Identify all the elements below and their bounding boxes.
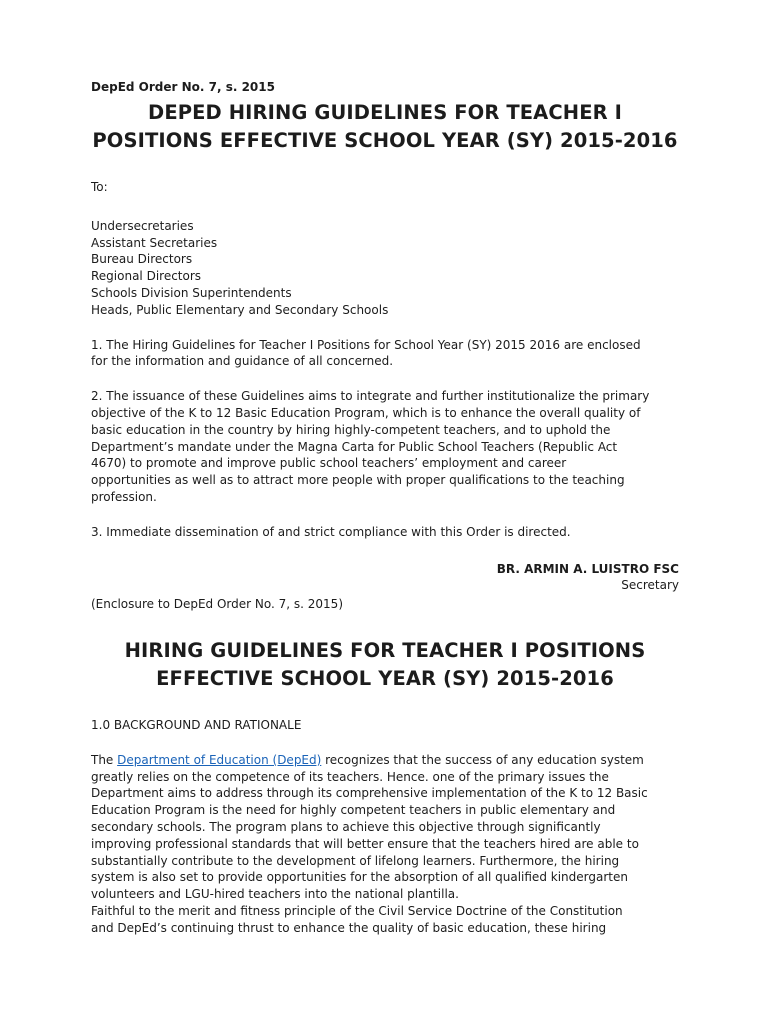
intro-prefix: The (91, 752, 118, 767)
guidelines-title-line: EFFECTIVE SCHOOL YEAR (SY) 2015-2016 (156, 666, 614, 690)
text-line: basic education in the country by hiring highly-competent teachers, and to uphold the (91, 422, 611, 437)
text-line: 3. Immediate dissemination of and strict compliance with this Order is directed. (91, 524, 571, 539)
memo-paragraph-3 (91, 524, 679, 541)
order-title-line: DEPED HIRING GUIDELINES FOR TEACHER I (148, 101, 622, 124)
text-line: opportunities as well as to attract more people with proper qualifications to the teaching (91, 473, 625, 488)
order-number: DepEd Order No. 7, s. 2015 (91, 80, 275, 94)
order-title-line: POSITIONS EFFECTIVE SCHOOL YEAR (SY) 2015-2016 (92, 129, 678, 152)
background-paragraph (91, 752, 679, 937)
text-line: Education Program is the need for highly competent teachers in public elementary and (91, 803, 616, 818)
guidelines-title-line: HIRING GUIDELINES FOR TEACHER I POSITIONS (124, 638, 646, 662)
text-line: substantially contribute to the development of lifelong learners. Furthermore, the hiring (91, 853, 620, 868)
text-line: 2. The issuance of these Guidelines aims to integrate and further institutionalize the primary (91, 389, 650, 404)
guidelines-title (91, 637, 679, 693)
text-line: system is also set to provide opportunities for the absorption of all qualified kindergarten (91, 870, 628, 885)
text-line: volunteers and LGU-hired teachers into the national plantilla. (91, 887, 459, 902)
recipient-item: Undersecretaries (91, 218, 194, 233)
recipient-item: Assistant Secretaries (91, 235, 218, 250)
text-line: secondary schools. The program plans to achieve this objective through significantly (91, 819, 601, 834)
text-line: and DepEd’s continuing thrust to enhance the quality of basic education, these hiring (91, 920, 607, 935)
text-line: Faithful to the merit and fitness principle of the Civil Service Doctrine of the Constitution (91, 903, 623, 918)
recipient-list (91, 218, 679, 319)
text-line (91, 752, 679, 769)
section-heading: 1.0 BACKGROUND AND RATIONALE (91, 717, 302, 732)
signature-block (91, 561, 679, 595)
enclosure-note: (Enclosure to DepEd Order No. 7, s. 2015) (91, 597, 343, 612)
text-line: 1. The Hiring Guidelines for Teacher I Positions for School Year (SY) 2015 2016 are enclosed (91, 337, 641, 352)
text-line: Department aims to address through its comprehensive implementation of the K to 12 Basic (91, 786, 648, 801)
memo-to-label: To: (91, 180, 108, 194)
memo-paragraph-1 (91, 337, 679, 371)
memo-paragraph-2 (91, 388, 679, 506)
signatory-title: Secretary (621, 578, 679, 593)
signatory-name: BR. ARMIN A. LUISTRO FSC (496, 561, 679, 576)
intro-rest: recognizes that the success of any education system (321, 752, 644, 767)
text-line: for the information and guidance of all concerned. (91, 354, 394, 369)
text-line: improving professional standards that will better ensure that the teachers hired are able to (91, 836, 639, 851)
order-title (91, 99, 679, 155)
recipient-item: Regional Directors (91, 269, 202, 284)
recipient-item: Bureau Directors (91, 252, 193, 267)
text-line: 4670) to promote and improve public school teachers’ employment and career (91, 456, 567, 471)
text-line: objective of the K to 12 Basic Education Program, which is to enhance the overall quality of (91, 405, 641, 420)
recipient-item: Schools Division Superintendents (91, 285, 292, 300)
deped-link[interactable]: Department of Education (DepEd) (117, 752, 322, 767)
recipient-item: Heads, Public Elementary and Secondary Schools (91, 302, 389, 317)
text-line: profession. (91, 489, 157, 504)
text-line: greatly relies on the competence of its teachers. Hence. one of the primary issues the (91, 769, 609, 784)
text-line: Department’s mandate under the Magna Carta for Public School Teachers (Republic Act (91, 439, 618, 454)
